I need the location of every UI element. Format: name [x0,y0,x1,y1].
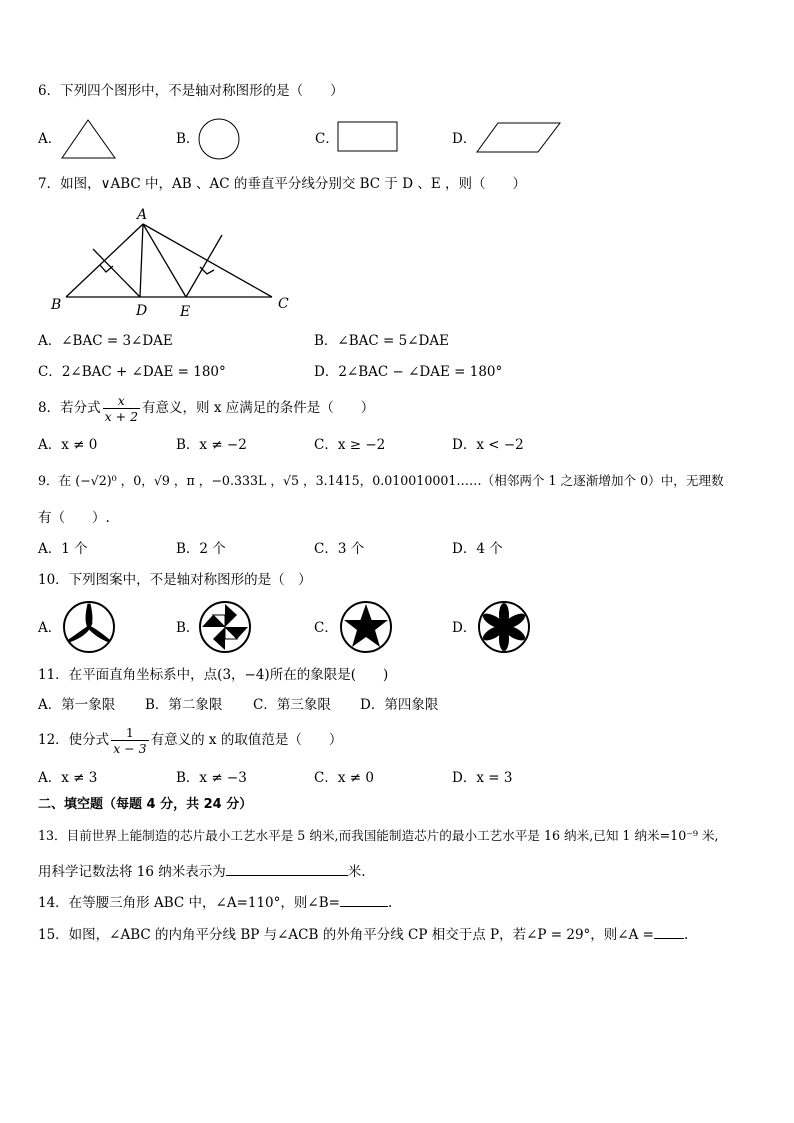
q10-option-d: D． [452,620,477,636]
q12-option-b: B．x ≠ −3 [176,770,247,786]
q12-option-a: A．x ≠ 3 [38,770,98,786]
q8-fraction: $\frac{x}{x + 2}$ [104,393,139,424]
q13-answer-blank[interactable] [226,863,348,876]
q6-option-a: A． [38,131,62,147]
q12-option-d: D．x = 3 [452,770,513,786]
q9-option-a: A．1 个 [38,541,88,557]
q8-option-b: B．x ≠ −2 [176,437,247,453]
q11-stem: 11．在平面直角坐标系中，点(3，−4)所在的象限是( ) [38,667,389,683]
label-a: A [137,207,148,223]
q12-option-c: C．x ≠ 0 [314,770,374,786]
q6-option-b: B． [176,131,200,147]
q10-option-b: B． [176,620,200,636]
q15-line: 15．如图，∠ABC 的内角平分线 BP 与∠ACB 的外角平分线 CP 相交于点 P，若∠P = 29°，则∠A = . [38,927,689,943]
q14-line: 14．在等腰三角形 ABC 中，∠A=110°，则∠B= . [38,895,393,911]
q10-option-a: A． [38,620,62,636]
q11-option-d: D．第四象限 [360,697,439,713]
q6-option-d: D． [452,131,477,147]
q7-option-c: C．2∠BAC + ∠DAE = 180° [38,364,226,380]
q7-stem: 7．如图，∨ABC 中，AB 、AC 的垂直平分线分别交 BC 于 D 、E ，则（ ） [38,176,526,192]
label-c: C [278,296,289,312]
star-icon [340,601,394,655]
q11-option-a: A．第一象限 [38,697,116,713]
q9-stem-2: 有（ ）. [38,510,110,526]
flower-icon [478,601,532,655]
pinwheel-icon [199,601,253,655]
q6-stem: 6．下列四个图形中，不是轴对称图形的是（ ） [38,83,344,99]
q8-option-c: C．x ≥ −2 [314,437,386,453]
q11-option-c: C．第三象限 [253,697,331,713]
q8-stem: 8．若分式 $\frac{x}{x + 2}$ 有意义，则 x 应满足的条件是（ ） [38,393,375,424]
q12-stem: 12．使分式 $\frac{1}{x - 3}$ 有意义的 x 的取值范是（ ） [38,725,343,756]
q7-option-d: D．2∠BAC − ∠DAE = 180° [314,364,503,380]
q9-stem: 9．在 (−√2)⁰ ，0，√9 ，π ，−0.333L ，√5 ，3.1415，0.010010001……（相邻两个 1 之逐渐增加个 0）中，无理数 [38,473,724,488]
q10-stem: 10．下列图案中，不是轴对称图形的是（ ） [38,572,312,588]
q13-line-1: 13．目前世界上能制造的芯片最小工艺水平是 5 纳米,而我国能制造芯片的最小工艺水平是 16 纳米,已知 1 纳米=10⁻⁹ 米, [38,828,719,843]
q14-answer-blank[interactable] [340,894,388,907]
q9-option-c: C．3 个 [314,541,365,557]
label-b: B [51,297,62,313]
three-blade-icon [63,601,117,655]
q6-option-c: C． [315,131,339,147]
q12-fraction: $\frac{1}{x - 3}$ [113,725,147,756]
q9-option-b: B．2 个 [176,541,226,557]
section-2-heading: 二、填空题（每题 4 分，共 24 分） [38,797,253,812]
q8-option-d: D．x < −2 [452,437,524,453]
q7-option-b: B．∠BAC = 5∠DAE [314,333,449,349]
q7-option-a: A．∠BAC = 3∠DAE [38,333,173,349]
q8-option-a: A．x ≠ 0 [38,437,98,453]
q7-triangle-diagram [0,0,794,330]
q11-option-b: B．第二象限 [145,697,223,713]
q13-line-2: 用科学记数法将 16 纳米表示为 米. [38,864,366,880]
label-e: E [180,304,191,320]
q10-option-c: C． [314,620,338,636]
label-d: D [136,303,148,319]
q9-option-d: D．4 个 [452,541,503,557]
q15-answer-blank[interactable] [654,926,684,939]
